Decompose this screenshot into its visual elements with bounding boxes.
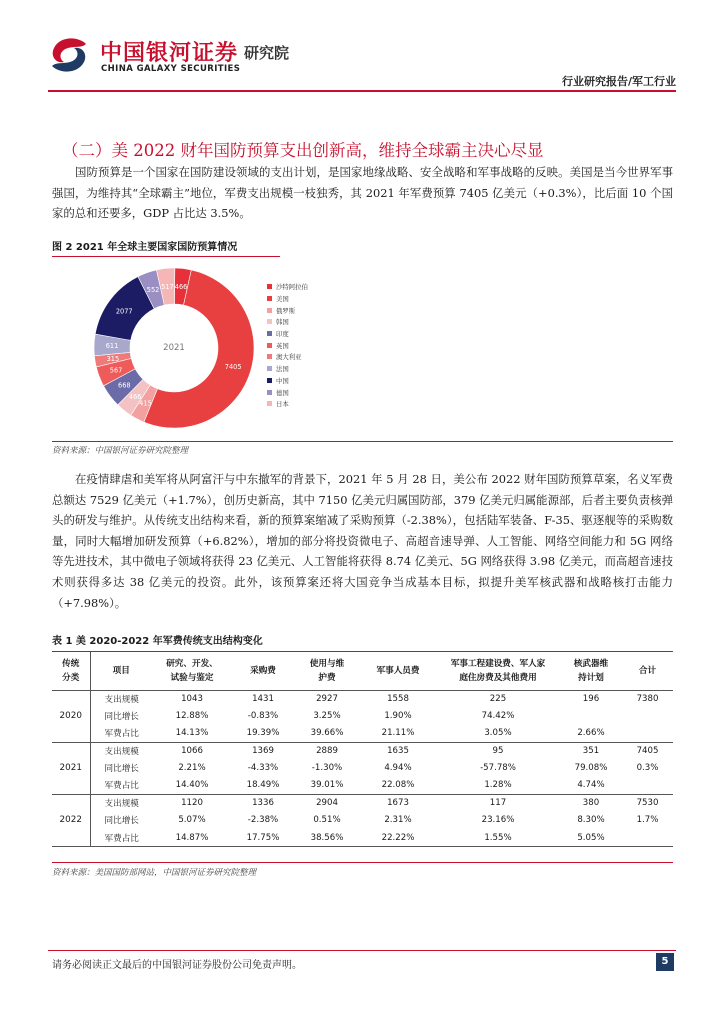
cell-nuc: 351	[582, 746, 600, 757]
legend-item	[267, 316, 308, 328]
cell-pers: 22.22%	[360, 829, 436, 846]
cell-om: 2904	[316, 798, 338, 809]
year-cell: 2021	[52, 760, 90, 777]
legend-item	[267, 375, 308, 387]
cell-pers: 1.90%	[384, 711, 412, 722]
cell-con: 74.42%	[481, 711, 515, 722]
slice-value-label: 668	[118, 381, 131, 390]
legend-item	[267, 351, 308, 363]
cell-con: 225	[489, 693, 507, 704]
legend-item	[267, 328, 308, 340]
legend-swatch	[267, 343, 272, 348]
legend-item	[267, 293, 308, 305]
row-label: 同比增长	[104, 764, 139, 775]
cell-pers: 22.08%	[360, 777, 436, 794]
footer-disclaimer: 请务必阅读正文最后的中国银河证券股份公司免责声明。	[52, 960, 302, 971]
legend-label: 澳大利亚	[276, 353, 302, 362]
cell-proc: 1336	[252, 798, 274, 809]
header-category: 传统 分类	[52, 652, 90, 690]
row-label: 同比增长	[104, 816, 139, 827]
table-title: 表 1 美 2020-2022 年军费传统支出结构变化	[52, 636, 263, 647]
slice-value-label: 415	[139, 399, 152, 408]
cell-total: 7530	[636, 798, 659, 809]
cell-proc: -0.83%	[247, 711, 279, 722]
logo-institute: 研究院	[244, 44, 290, 62]
cell-con: 1.28%	[436, 777, 560, 794]
header-personnel: 军事人员费	[360, 652, 436, 690]
header-procurement: 采购费	[232, 652, 294, 690]
legend-swatch	[267, 378, 272, 383]
legend-item	[267, 386, 308, 398]
cell-con: 23.16%	[481, 815, 515, 826]
cell-proc: 1431	[252, 693, 274, 704]
table-header-row	[52, 652, 673, 690]
row-label: 支出规模	[104, 799, 139, 810]
cell-total	[622, 777, 673, 794]
cell-nuc: 2.66%	[560, 725, 622, 742]
row-label: 军费占比	[90, 829, 152, 846]
table-row	[52, 742, 673, 759]
cell-rd: 14.40%	[152, 777, 232, 794]
table-row	[52, 707, 673, 724]
row-label: 支出规模	[104, 747, 139, 758]
slice-value-label: 552	[146, 286, 160, 295]
budget-structure-table	[52, 652, 673, 847]
cell-pers: 1673	[387, 798, 409, 809]
cell-om: 0.51%	[313, 815, 341, 826]
slice-value-label: 517	[161, 282, 174, 291]
cell-om: 39.66%	[294, 725, 360, 742]
cell-total	[622, 725, 673, 742]
header-item: 项目	[90, 652, 152, 690]
year-cell	[52, 742, 90, 759]
cell-rd: 14.13%	[152, 725, 232, 742]
figure-source-rule	[52, 441, 673, 442]
figure-source: 资料来源：中国银河证券研究院整理	[52, 446, 189, 456]
cell-rd: 14.87%	[152, 829, 232, 846]
legend-swatch	[267, 401, 272, 406]
legend-swatch	[267, 366, 272, 371]
table-row	[52, 794, 673, 811]
logo-company-name: 中国银河证券	[100, 41, 239, 66]
table-row	[52, 690, 673, 707]
legend-label: 沙特阿拉伯	[276, 283, 308, 292]
cell-total: 1.7%	[636, 815, 659, 826]
year-cell	[52, 777, 90, 794]
cell-con: 1.55%	[436, 829, 560, 846]
section-title: （二）美 2022 财年国防预算支出创新高，维持全球霸主决心尽显	[62, 141, 544, 160]
cell-proc: 19.39%	[232, 725, 294, 742]
cell-total	[622, 829, 673, 846]
legend-label: 日本	[276, 400, 289, 409]
legend-item	[267, 339, 308, 351]
slice-value-label: 466	[128, 392, 142, 401]
year-cell	[52, 690, 90, 707]
cell-proc: 18.49%	[232, 777, 294, 794]
table-source-rule	[52, 862, 673, 863]
slice-value-label: 611	[105, 342, 119, 351]
cell-rd: 1066	[181, 746, 203, 757]
slice-value-label: 466	[174, 282, 188, 291]
cell-con: 117	[489, 798, 507, 809]
cell-total	[622, 707, 673, 724]
cell-rd: 2.21%	[178, 763, 206, 774]
legend-label: 韩国	[276, 318, 289, 327]
chart-legend	[267, 281, 308, 410]
cell-om: 39.01%	[294, 777, 360, 794]
header-om: 使用与维 护费	[294, 652, 360, 690]
cell-nuc: 380	[582, 798, 600, 809]
cell-pers: 21.11%	[360, 725, 436, 742]
year-cell: 2020	[52, 707, 90, 724]
cell-proc: 17.75%	[232, 829, 294, 846]
legend-swatch	[267, 284, 272, 289]
galaxy-logo-icon	[48, 34, 90, 76]
cell-om: 38.56%	[294, 829, 360, 846]
chart-center-label: 2021	[163, 343, 185, 353]
legend-item	[267, 281, 308, 293]
row-label: 军费占比	[90, 777, 152, 794]
legend-label: 中国	[276, 376, 289, 385]
cell-total: 0.3%	[636, 763, 659, 774]
header-construction: 军事工程建设费、军人家 庭住房费及其他费用	[436, 652, 560, 690]
cell-total: 7405	[636, 746, 659, 757]
cell-rd: 5.07%	[178, 815, 206, 826]
cell-rd: 1043	[181, 693, 203, 704]
page-number: 5	[656, 953, 674, 971]
header-nuclear: 核武器维 持计划	[560, 652, 622, 690]
legend-swatch	[267, 308, 272, 313]
year-cell	[52, 794, 90, 811]
cell-proc: -4.33%	[247, 763, 279, 774]
paragraph-budget-analysis: 在疫情肆虐和美军将从阿富汗与中东撤军的背景下，2021 年 5 月 28 日，美公布 2022 财年国防预算草案，名义军费总额达 7529 亿美元（+1.7%），创历史新高，其中 7150 亿美元归属国防部，379 亿美元归属能源部，后者主要负责核弹头的研发与维护。从传统支出结构来看，新的预算案缩减了采购预算（-2.38%），包括陆军装备、F-35、驱逐舰等的采购数量，同时大幅增加研发预算（+6.82%），增加的部分将投资微电子、高超音速导弹、人工智能、网络空间能力和 5G 网络等先进技术，其中微电子领域将获得 23 亿美元、人工智能将获得 8.74 亿美元、5G 网络获得 3.98 亿美元，而高超音速技术则获得多达 38 亿美元的投资。此外，该预算案还将大国竞争当成基本目标，拟提升美军核武器和战略核打击能力（+7.98%）。	[52, 472, 673, 610]
table-row	[52, 829, 673, 846]
cell-nuc: 5.05%	[560, 829, 622, 846]
cell-nuc: 4.74%	[560, 777, 622, 794]
year-cell	[52, 829, 90, 846]
legend-label: 法国	[276, 365, 289, 374]
header-rd: 研究、开发、 试验与鉴定	[152, 652, 232, 690]
year-cell	[52, 725, 90, 742]
cell-om: -1.30%	[311, 763, 343, 774]
cell-pers: 4.94%	[384, 763, 412, 774]
figure-title-rule	[52, 256, 280, 257]
cell-om: 3.25%	[313, 711, 341, 722]
report-category: 行业研究报告/军工行业	[561, 75, 676, 88]
cell-proc: -2.38%	[247, 815, 279, 826]
legend-label: 印度	[276, 330, 289, 339]
legend-swatch	[267, 296, 272, 301]
footer-divider	[48, 950, 676, 951]
legend-item	[267, 304, 308, 316]
cell-nuc: 196	[582, 693, 600, 704]
row-label: 军费占比	[90, 725, 152, 742]
table-row	[52, 812, 673, 829]
legend-item	[267, 398, 308, 410]
legend-label: 俄罗斯	[276, 306, 296, 315]
legend-swatch	[267, 390, 272, 395]
legend-item	[267, 363, 308, 375]
paragraph-intro: 国防预算是一个国家在国防建设领域的支出计划，是国家地缘战略、安全战略和军事战略的反映。美国是当今世界军事强国，为维持其“全球霸主”地位，军费支出规模一枝独秀，其 2021 年军费预算 7405 亿美元（+0.3%），比后面 10 个国家的总和还要多，GDP 占比达 3.5%。	[52, 165, 673, 221]
table-row	[52, 725, 673, 742]
cell-nuc	[560, 707, 622, 724]
legend-swatch	[267, 354, 272, 359]
page-header	[48, 28, 676, 90]
cell-con: -57.78%	[480, 763, 516, 774]
year-cell: 2022	[52, 812, 90, 829]
cell-pers: 1635	[387, 746, 409, 757]
slice-value-label: 2077	[115, 307, 133, 316]
cell-con: 3.05%	[436, 725, 560, 742]
cell-nuc: 79.08%	[574, 763, 608, 774]
cell-om: 2927	[316, 693, 338, 704]
cell-con: 95	[492, 746, 504, 757]
slice-value-label: 7405	[224, 362, 242, 371]
header-total: 合计	[622, 652, 673, 690]
row-label: 支出规模	[104, 694, 139, 705]
figure-title: 图 2 2021 年全球主要国家国防预算情况	[52, 242, 238, 253]
cell-rd: 12.88%	[175, 711, 209, 722]
cell-om: 2889	[316, 746, 338, 757]
table-source: 资料来源：美国国防部网站，中国银河证券研究院整理	[52, 868, 257, 878]
cell-nuc: 8.30%	[577, 815, 605, 826]
cell-pers: 2.31%	[384, 815, 412, 826]
cell-rd: 1120	[181, 798, 203, 809]
legend-swatch	[267, 319, 272, 324]
legend-label: 德国	[276, 388, 289, 397]
cell-pers: 1558	[387, 693, 409, 704]
slice-value-label: 315	[106, 354, 120, 363]
legend-label: 英国	[276, 341, 289, 350]
row-label: 同比增长	[104, 712, 139, 723]
legend-swatch	[267, 331, 272, 336]
header-divider	[48, 90, 676, 92]
slice-value-label: 567	[109, 366, 123, 375]
logo-english-name: CHINA GALAXY SECURITIES	[101, 64, 241, 74]
table-row	[52, 777, 673, 794]
table-row	[52, 760, 673, 777]
cell-total: 7380	[636, 693, 659, 704]
legend-label: 美国	[276, 295, 289, 304]
cell-proc: 1369	[252, 746, 274, 757]
